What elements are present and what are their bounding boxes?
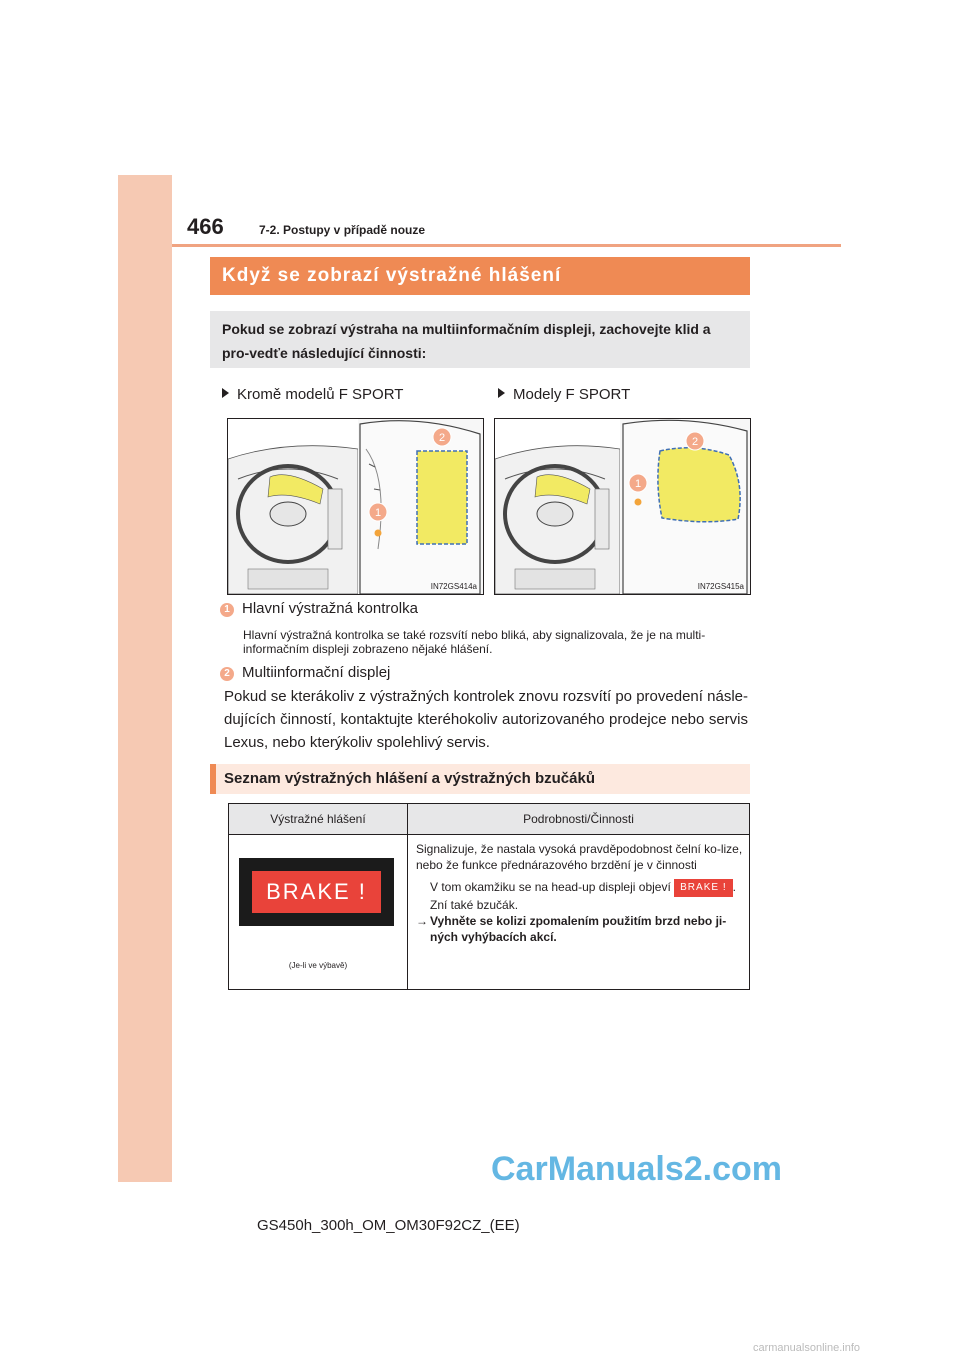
detail-hud-suffix: . <box>732 880 736 895</box>
callout-2-icon: 2 <box>691 436 699 448</box>
figure-code: IN72GS415a <box>697 582 744 591</box>
detail-hud-prefix: V tom okamžiku se na head-up displeji objeví <box>430 880 671 895</box>
brake-message: BRAKE ! <box>252 871 381 913</box>
item-2 <box>220 664 390 681</box>
section-title: 7-2. Postupy v případě nouze <box>259 223 426 237</box>
variant-label-text: Modely F SPORT <box>513 386 631 403</box>
dashboard-figure-standard <box>227 418 484 595</box>
variant-label-standard <box>222 386 403 403</box>
callout-1-icon: 1 <box>634 478 642 490</box>
dashboard-figure-fsport <box>494 418 751 595</box>
detail-action <box>416 913 745 945</box>
footer-doc-id: GS450h_300h_OM_OM30F92CZ_(EE) <box>257 1217 520 1234</box>
detail-action-text: Vyhněte se kolizi zpomalením použitím brzd nebo ji-ných vyhýbacích akcí. <box>430 914 727 944</box>
message-caption: (Je-li ve výbavě) <box>288 961 348 970</box>
intro-box: Pokud se zobrazí výstraha na multiinformačním displeji, zachovejte klid a pro-vedťe následující činnosti: <box>210 311 750 368</box>
item-1-desc: Hlavní výstražná kontrolka se také rozsvítí nebo bliká, aby signalizovala, že je na multi-informačním displeji zobrazeno nějaké hlášení. <box>243 628 706 656</box>
brake-display <box>239 858 394 926</box>
triangle-bullet-icon <box>498 388 505 398</box>
page-number: 466 <box>187 214 224 239</box>
watermark-footer: carmanualsonline.info <box>752 1342 860 1354</box>
watermark: CarManuals2.com <box>491 1150 782 1188</box>
number-badge-icon: 1 <box>220 603 234 617</box>
item-1 <box>220 600 418 617</box>
message-cell <box>229 835 408 990</box>
variant-label-text: Kromě modelů F SPORT <box>237 386 404 403</box>
variant-label-fsport <box>498 386 630 403</box>
detail-hud-line <box>416 879 745 897</box>
item-title: Hlavní výstražná kontrolka <box>242 600 418 617</box>
table-header-row <box>229 804 750 835</box>
hud-brake-badge: BRAKE ! <box>674 879 732 897</box>
figure-code: IN72GS414a <box>430 582 477 591</box>
dashboard-illustration <box>495 419 750 594</box>
side-margin-band <box>118 175 172 1182</box>
subsection-header: Seznam výstražných hlášení a výstražných bzučáků <box>210 764 750 794</box>
dashboard-illustration <box>228 419 483 594</box>
detail-cell <box>408 835 750 990</box>
detail-text: Signalizuje, že nastala vysoká pravděpodobnost čelní ko-lize, nebo že funkce přednárazového brzdění je v činnosti <box>416 842 743 872</box>
body-paragraph: Pokud se kterákoliv z výstražných kontrolek znovu rozsvítí po provedení násle-dujících činností, kontaktujte kteréhokoliv autorizovaného prodejce nebo servis Lexus, nebo kterýkoliv spolehlivý servis. <box>224 688 748 751</box>
column-header: Podrobnosti/Činnosti <box>408 804 750 835</box>
section-banner: Když se zobrazí výstražné hlášení <box>210 257 750 295</box>
callout-2-icon: 2 <box>438 432 446 444</box>
detail-buzzer: Zní také bzučák. <box>430 898 519 912</box>
column-header: Výstražné hlášení <box>229 804 408 835</box>
number-badge-icon: 2 <box>220 667 234 681</box>
callout-1-icon: 1 <box>374 507 382 519</box>
triangle-bullet-icon <box>222 388 229 398</box>
header-rule <box>172 244 841 247</box>
arrow-right-icon: → <box>416 914 428 928</box>
table-row <box>229 835 750 990</box>
item-title: Multiinformační displej <box>242 664 391 681</box>
warning-table <box>228 803 750 990</box>
